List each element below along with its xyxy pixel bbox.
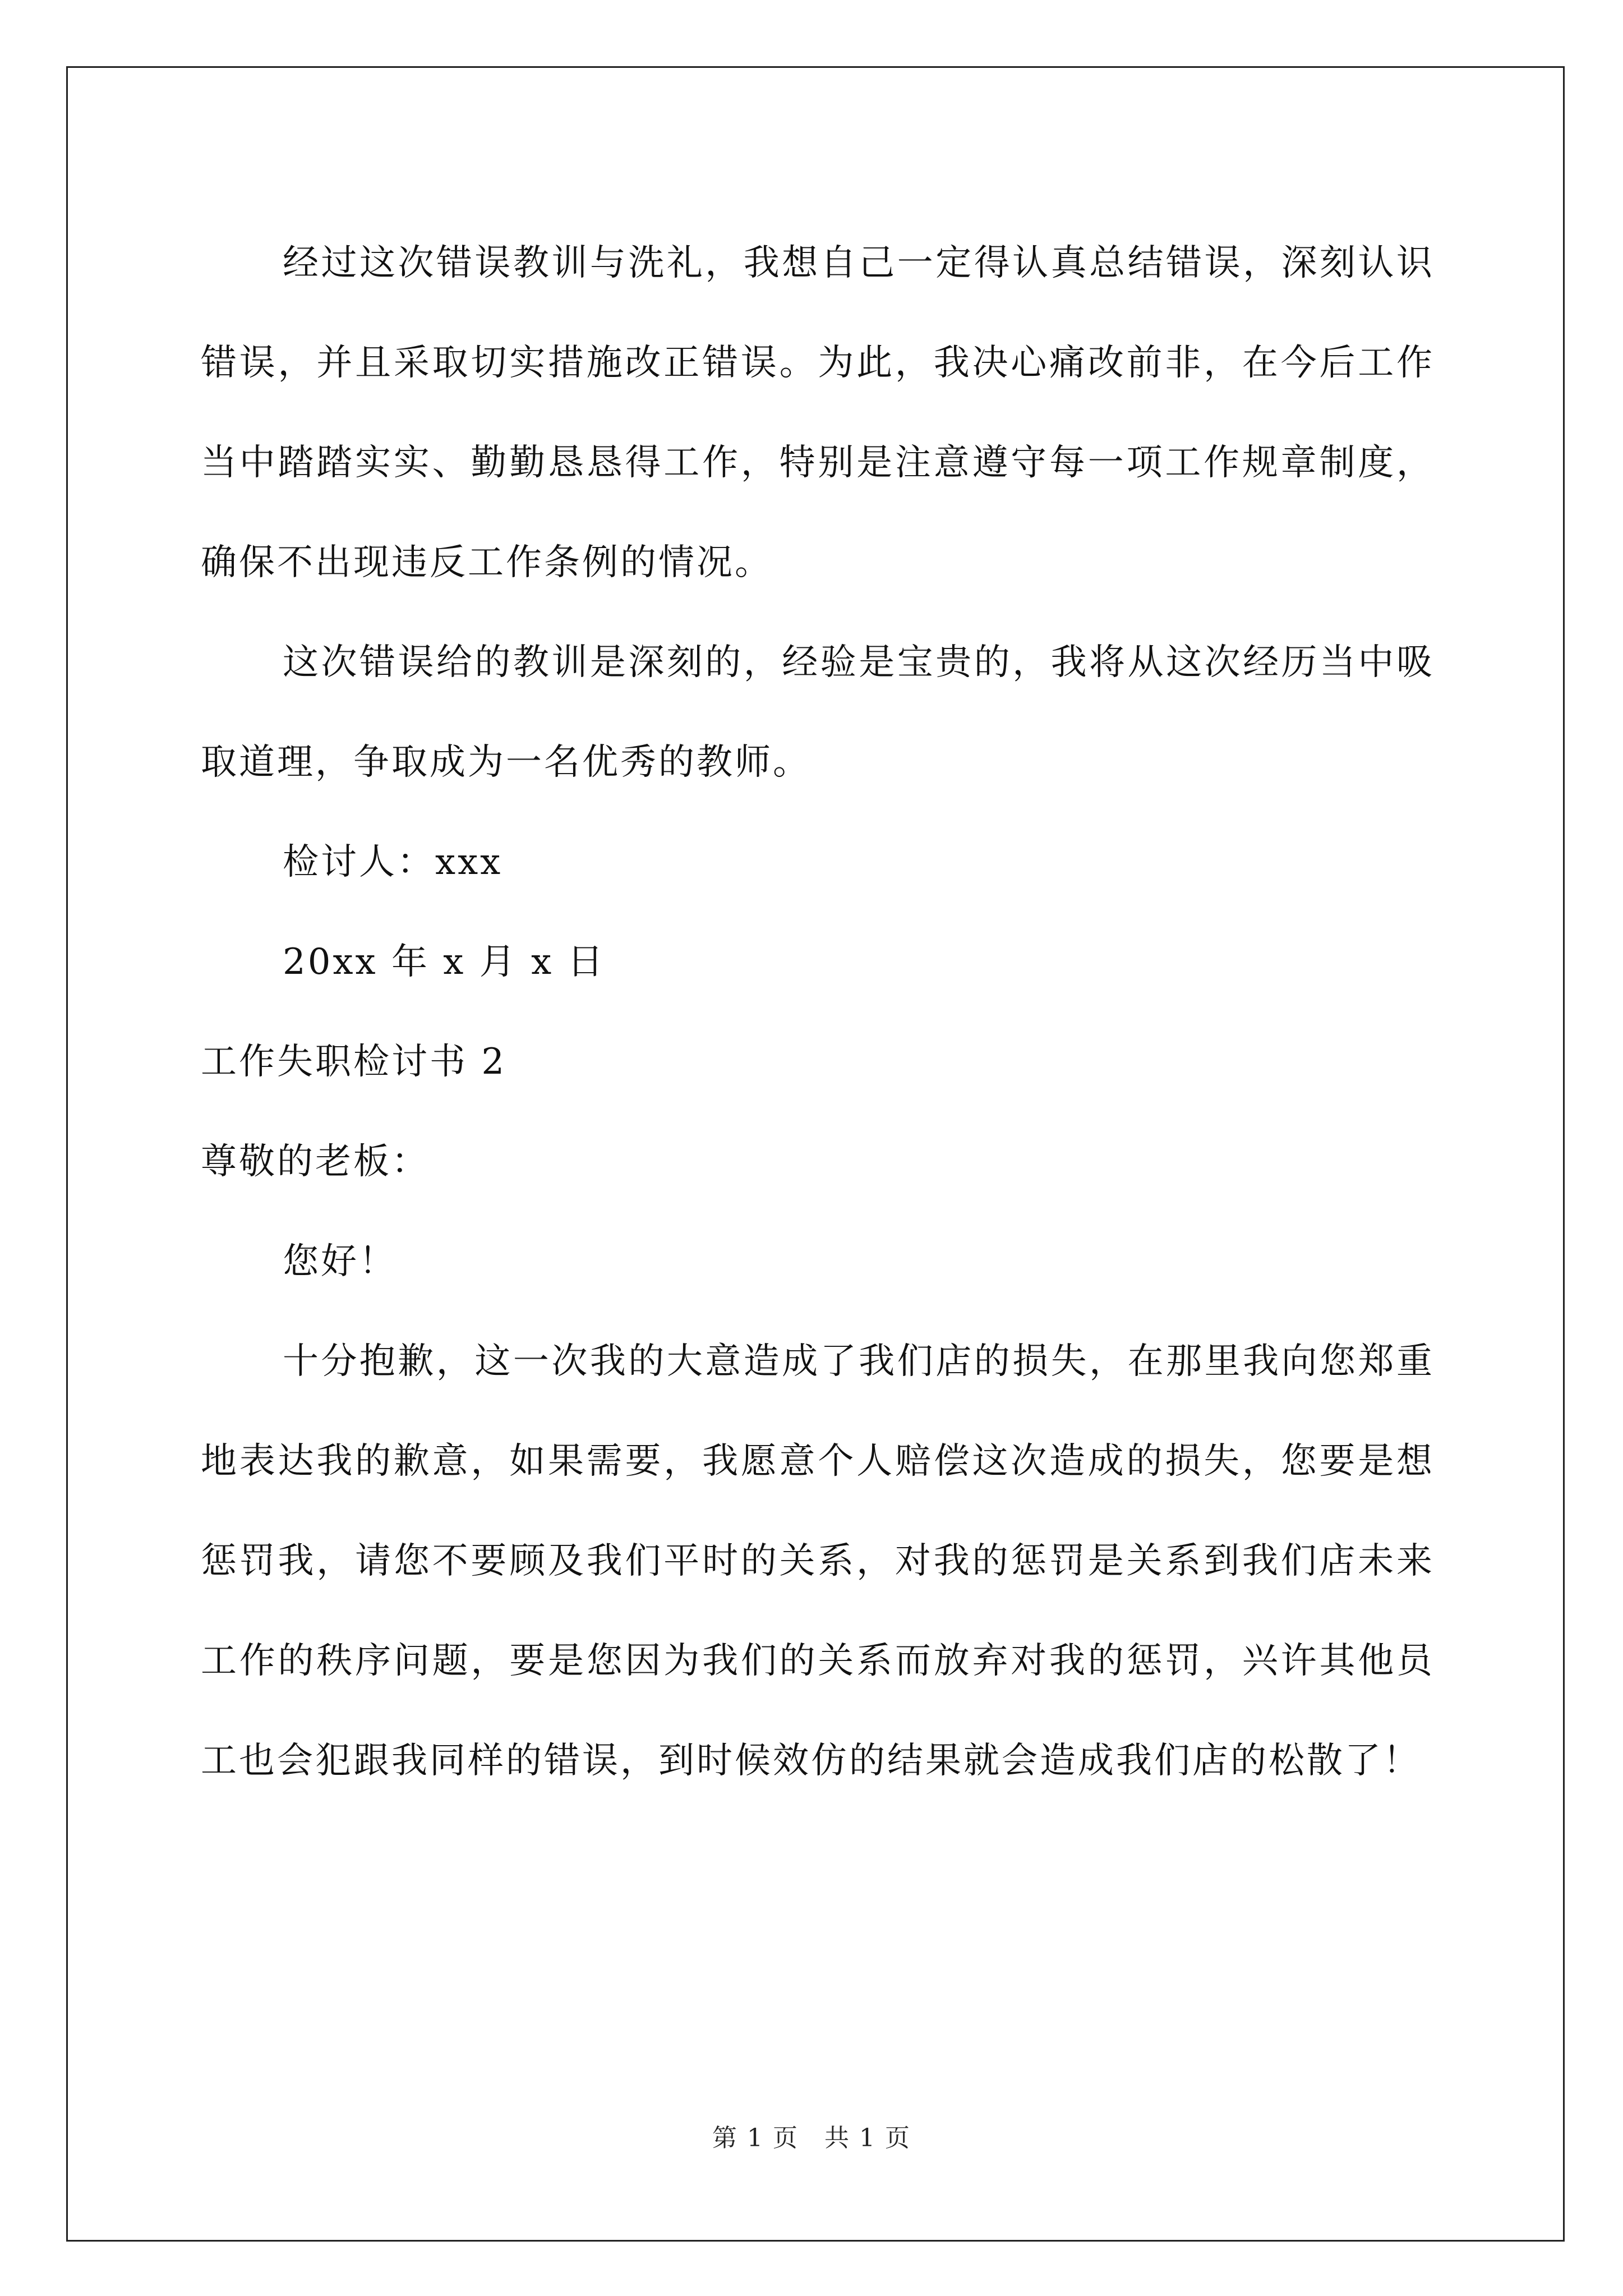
signature-name: 检讨人：xxx xyxy=(283,841,503,883)
paragraph-lesson: 这次错误给的教训是深刻的，经验是宝贵的，我将从这次经历当中吸取道理，争取成为一名优秀的教师。 xyxy=(201,642,1435,783)
page-number-footer: 第 1 页 共 1 页 xyxy=(712,2124,911,2152)
document-body xyxy=(201,213,1435,1811)
paragraph-apology: 十分抱歉，这一次我的大意造成了我们店的损失，在那里我向您郑重地表达我的歉意，如果需要，我愿意个人赔偿这次造成的损失，您要是想惩罚我，请您不要顾及我们平时的关系，对我的惩罚是关系到我们店未来工作的秩序问题，要是您因为我们的关系而放弃对我的惩罚，兴许其他员工也会犯跟我同样的错误，到时候效仿的结果就会造成我们店的松散了！ xyxy=(201,1341,1435,1782)
section-title: 工作失职检讨书 2 xyxy=(201,1041,507,1083)
greeting: 您好！ xyxy=(283,1241,397,1282)
salutation: 尊敬的老板： xyxy=(201,1141,430,1182)
signature-date: 20xx 年 x 月 x 日 xyxy=(283,941,606,983)
paragraph-reflection: 经过这次错误教训与洗礼，我想自己一定得认真总结错误，深刻认识错误，并且采取切实措施改正错误。为此，我决心痛改前非，在今后工作当中踏踏实实、勤勤恳恳得工作，特别是注意遵守每一项工作规章制度，确保不出现违反工作条例的情况。 xyxy=(201,242,1435,583)
